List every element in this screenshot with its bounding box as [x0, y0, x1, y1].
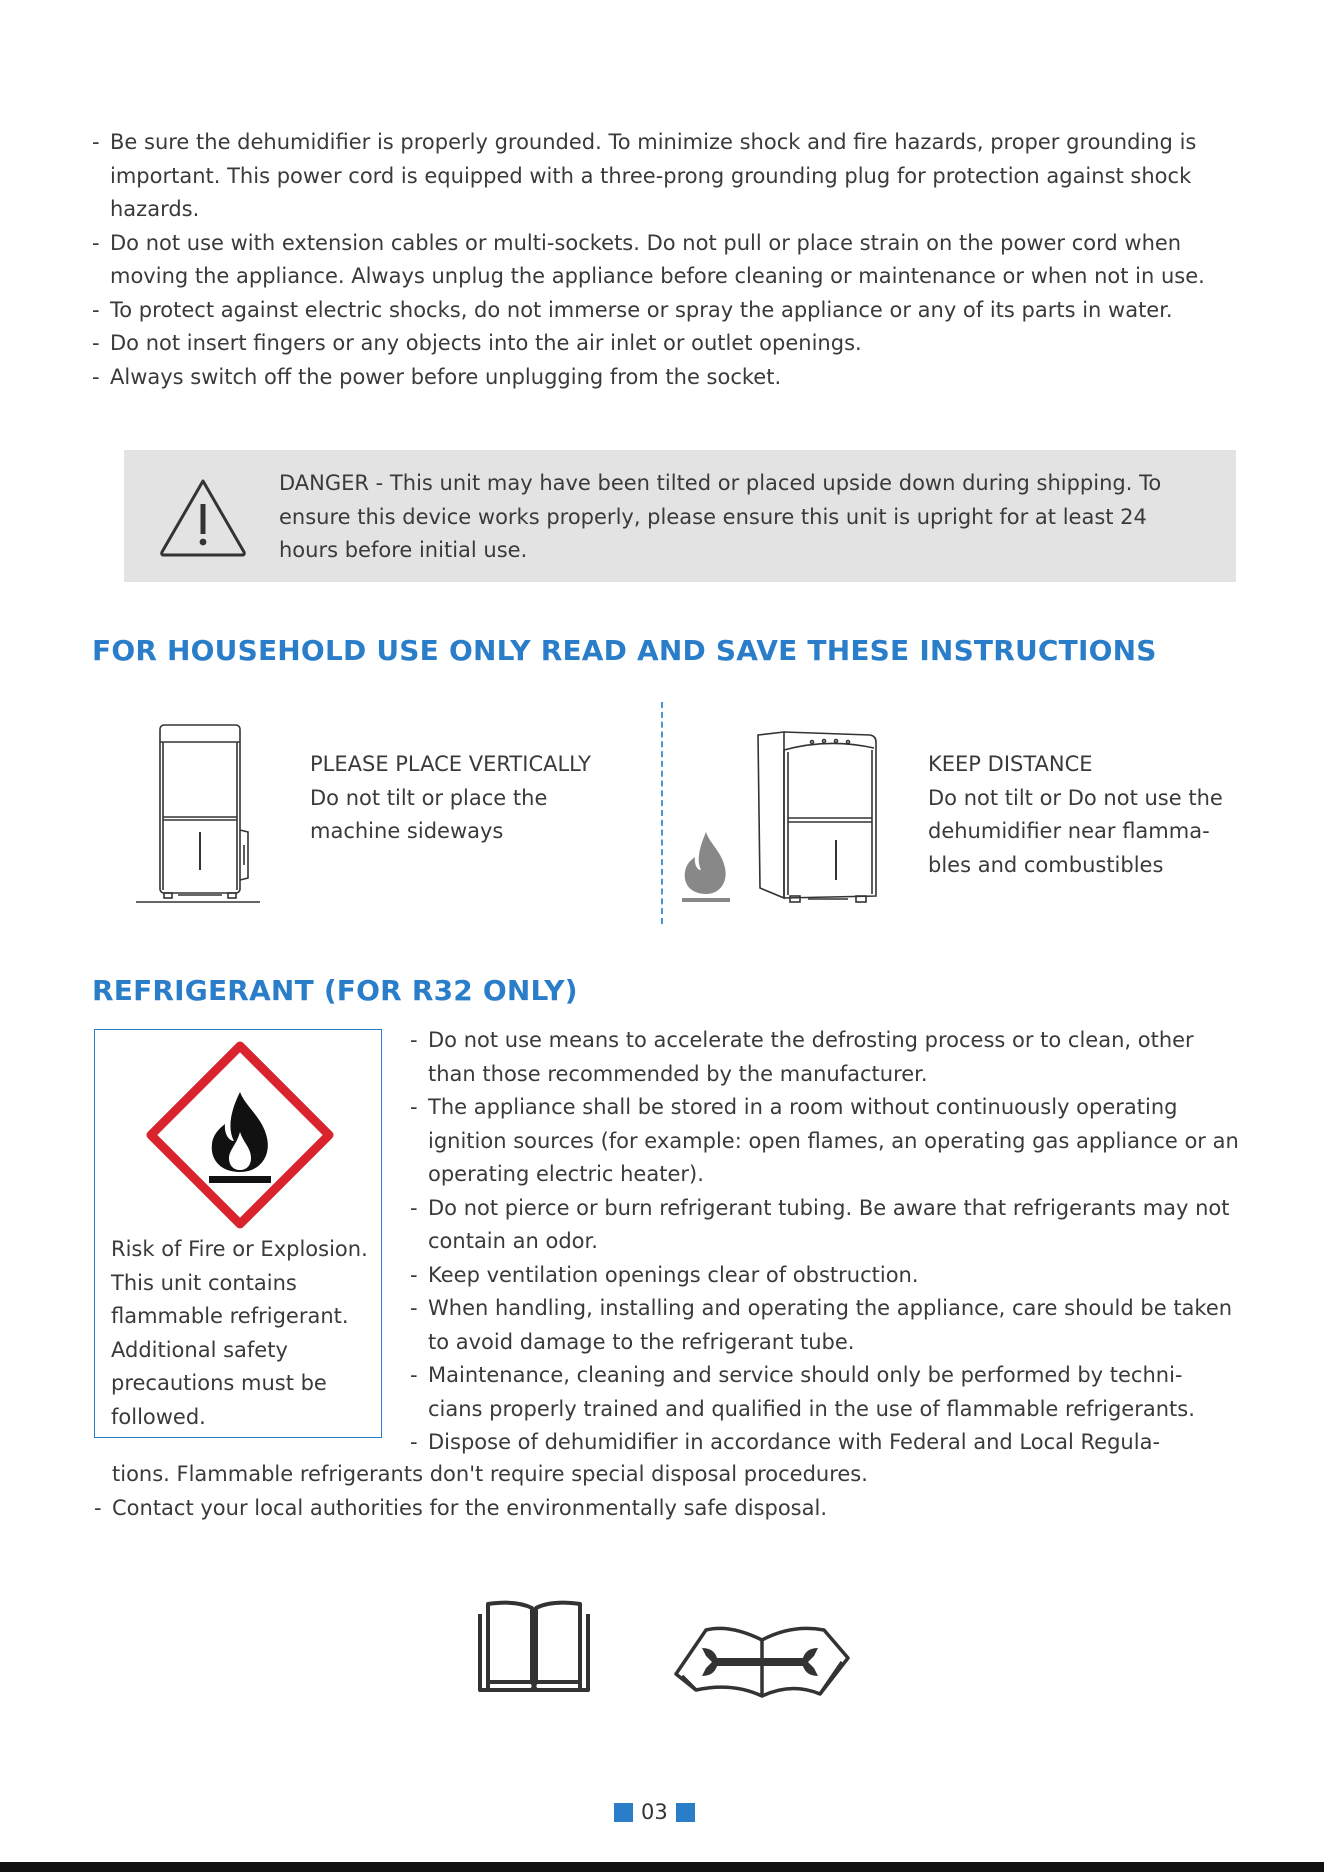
list-item: - To protect against electric shocks, do not immerse or spray the appliance or any of its parts in water.: [92, 297, 1173, 322]
list-item: - Be sure the dehumidifier is properly grounded. To minimize shock and fire hazards, proper grounding is important. This power cord is equipped with a three-prong grounding plug for protection against shock hazards.: [92, 130, 1197, 221]
list-item: - The appliance shall be stored in a room without continuously operating ignition sources (for example: open flames, an operating gas appliance or an operating electric heater).: [410, 1095, 1239, 1186]
page-marker-right: [676, 1803, 695, 1822]
danger-text: DANGER - This unit may have been tilted or placed upside down during shipping. To ensure this device works properly, please ensure this unit is upright for at least 24 hours before initial use.: [279, 471, 1162, 562]
list-item: - Do not pierce or burn refrigerant tubing. Be aware that refrigerants may not contain an odor.: [410, 1195, 1230, 1253]
read-manual-icon: [476, 1596, 592, 1694]
list-item: - Maintenance, cleaning and service should only be performed by techni- cians properly trained and qualified in the use of flammable refrigerants.: [410, 1363, 1195, 1421]
place-vertically-text: PLEASE PLACE VERTICALLY Do not tilt or place the machine sideways: [310, 748, 610, 849]
page-marker-left: [614, 1803, 633, 1822]
list-item: - Contact your local authorities for the environmentally safe disposal.: [94, 1495, 827, 1520]
bullet-text: Do not insert fingers or any objects into the air inlet or outlet openings.: [110, 331, 862, 355]
refrigerant-bullet-list: [410, 1024, 1240, 1460]
keep-distance-text: KEEP DISTANCE Do not tilt or Do not use the dehumidifier near flamma- bles and combustibles: [928, 748, 1248, 882]
list-item: - Do not use with extension cables or multi-sockets. Do not pull or place strain on the power cord when moving the appliance. Always unplug the appliance before cleaning or maintenance or when not in use.: [92, 230, 1205, 288]
list-item: - Keep ventilation openings clear of obstruction.: [410, 1262, 919, 1287]
refrigerant-tail: [94, 1458, 1244, 1525]
page-number: 03: [614, 1797, 695, 1827]
bottom-edge: [0, 1862, 1324, 1872]
list-item: - Dispose of dehumidifier in accordance with Federal and Local Regula-: [410, 1430, 1161, 1454]
danger-notice: [124, 450, 1236, 582]
bullet-text: Always switch off the power before unplugging from the socket.: [110, 364, 782, 389]
place-vertically-title: PLEASE PLACE VERTICALLY: [310, 752, 591, 776]
list-item: - Do not insert fingers or any objects into the air inlet or outlet openings.: [92, 331, 862, 355]
risk-warning-box: [94, 1029, 382, 1438]
divider: [661, 702, 663, 924]
bullet-text: To protect against electric shocks, do not immerse or spray the appliance or any of its parts in water.: [110, 297, 1173, 322]
refrigerant-heading: REFRIGERANT (FOR R32 ONLY): [92, 974, 578, 1007]
bullet-text: Do not use with extension cables or multi-sockets. Do not pull or place strain on the power cord when moving the appliance. Always unplug the appliance before cleaning or maintenance or when not in use.: [110, 230, 1205, 288]
safety-bullet-list: [92, 126, 1242, 394]
list-item: - Do not use means to accelerate the defrosting process or to clean, other than those recommended by the manufacturer.: [410, 1028, 1194, 1086]
list-item: - When handling, installing and operating the appliance, care should be taken to avoid damage to the refrigerant tube.: [410, 1296, 1233, 1354]
household-heading: FOR HOUSEHOLD USE ONLY READ AND SAVE THESE INSTRUCTIONS: [92, 634, 1157, 667]
upright-dehumidifier-illustration: [132, 720, 262, 905]
warning-triangle-icon: [158, 476, 248, 558]
service-manual-icon: [672, 1618, 852, 1698]
list-item: - Always switch off the power before unplugging from the socket.: [92, 364, 782, 389]
continuation-text: tions. Flammable refrigerants don't require special disposal procedures.: [112, 1462, 868, 1486]
bullet-text: Be sure the dehumidifier is properly grounded. To minimize shock and fire hazards, proper grounding is important. This power cord is equipped with a three-prong grounding plug for protection against shock hazards.: [110, 130, 1197, 221]
keep-distance-title: KEEP DISTANCE: [928, 752, 1093, 776]
risk-text: Risk of Fire or Explosion. This unit contains flammable refrigerant. Additional safety precautions must be followed.: [111, 1237, 368, 1429]
flammable-hazard-icon: [145, 1040, 335, 1230]
flame-icon: [676, 830, 736, 904]
dehumidifier-illustration: [748, 730, 883, 905]
